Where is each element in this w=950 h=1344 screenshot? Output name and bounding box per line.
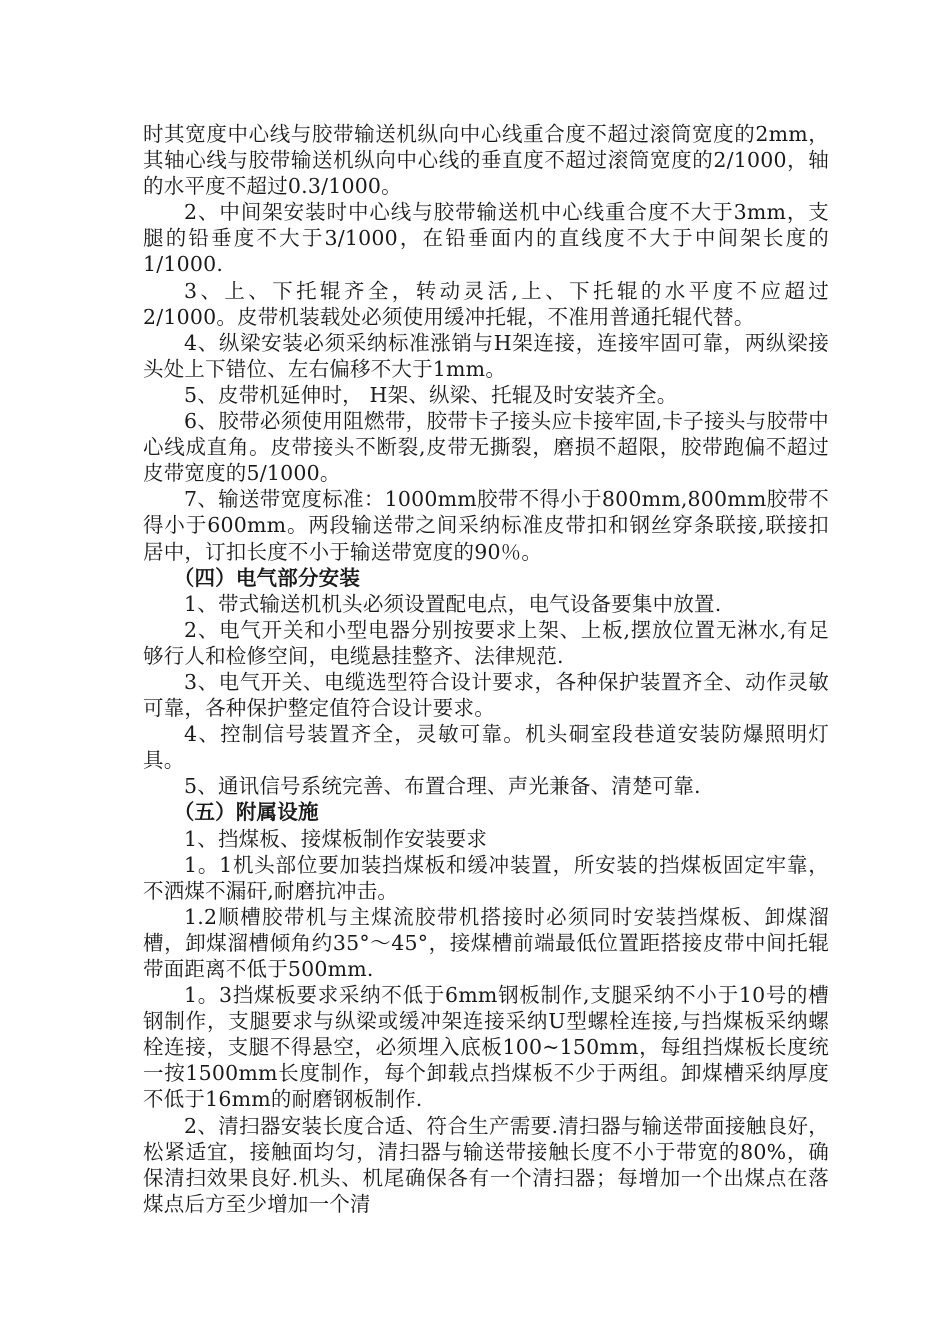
paragraph-auxiliary-1-3: 1。3挡煤板要求采纳不低于6mm钢板制作,支腿采纳不小于10号的槽钢制作，支腿要求与纵梁或缓冲架连接采纳U型螺栓连接,与挡煤板采纳螺栓连接，支腿不得悬空，必须埋入底板100~150mm，每组挡煤板长度统一按1500mm长度制作，每个卸载点挡煤板不少于两组。卸煤槽采纳厚度不低于16mm的耐磨钢板制作. bbox=[143, 983, 829, 1112]
section-heading-electrical: （四）电气部分安装 bbox=[173, 565, 361, 590]
paragraph-middle-frame: 2、中间架安装时中心线与胶带输送机中心线重合度不大于3mm，支腿的铅垂度不大于3/1000，在铅垂面内的直线度不大于中间架长度的1/1000. bbox=[143, 200, 829, 277]
paragraph-auxiliary-1: 1、挡煤板、接煤板制作安装要求 bbox=[184, 826, 488, 851]
paragraph-electrical-5: 5、通讯信号系统完善、布置合理、声光兼备、清楚可靠. bbox=[184, 774, 701, 799]
document-body bbox=[143, 121, 829, 1217]
paragraph-auxiliary-1-2: 1.2顺槽胶带机与主煤流胶带机搭接时必须同时安装挡煤板、卸煤溜槽，卸煤溜槽倾角约35°～45°，接煤槽前端最低位置距搭接皮带中间托辊带面距离不低于500mm. bbox=[143, 904, 829, 981]
paragraph-extension: 5、皮带机延伸时， H架、纵梁、托辊及时安装齐全。 bbox=[184, 382, 678, 407]
paragraph-auxiliary-1-1: 1。1机头部位要加装挡煤板和缓冲装置，所安装的挡煤板固定牢靠，不洒煤不漏矸,耐磨抗冲击。 bbox=[143, 852, 829, 903]
paragraph-belt-width: 7、输送带宽度标准：1000mm胶带不得小于800mm,800mm胶带不得小于600mm。两段输送带之间采纳标准皮带扣和钢丝穿条联接,联接扣居中，订扣长度不小于输送带宽度的90％。 bbox=[143, 487, 829, 564]
paragraph-longitudinal-beam: 4、纵梁安装必须采纳标准涨销与H架连接，连接牢固可靠，两纵梁接头处上下错位、左右偏移不大于1mm。 bbox=[143, 330, 829, 381]
paragraph-electrical-2: 2、电气开关和小型电器分别按要求上架、上板,摆放位置无淋水,有足够行人和检修空间，电缆悬挂整齐、法律规范. bbox=[143, 617, 829, 668]
paragraph-electrical-1: 1、带式输送机机头必须设置配电点，电气设备要集中放置. bbox=[184, 591, 722, 616]
paragraph-electrical-3: 3、电气开关、电缆选型符合设计要求，各种保护装置齐全、动作灵敏可靠，各种保护整定值符合设计要求。 bbox=[143, 669, 829, 721]
paragraph-pulley-alignment: 时其宽度中心线与胶带输送机纵向中心线重合度不超过滚筒宽度的2mm，其轴心线与胶带输送机纵向中心线的垂直度不超过滚筒宽度的2/1000，轴的水平度不超过0.3/1000。 bbox=[143, 122, 829, 199]
paragraph-idlers: 3、上、下托辊齐全，转动灵活,上、下托辊的水平度不应超过2/1000。皮带机装载处必须使用缓冲托辊，不准用普通托辊代替。 bbox=[143, 278, 829, 329]
section-heading-auxiliary: （五）附属设施 bbox=[173, 800, 319, 825]
paragraph-electrical-4: 4、控制信号装置齐全，灵敏可靠。机头硐室段巷道安装防爆照明灯具。 bbox=[143, 722, 829, 773]
paragraph-belt-joint: 6、胶带必须使用阻燃带，胶带卡子接头应卡接牢固,卡子接头与胶带中心线成直角。皮带接头不断裂,皮带无撕裂，磨损不超限，胶带跑偏不超过皮带宽度的5/1000。 bbox=[143, 409, 829, 486]
paragraph-auxiliary-2: 2、清扫器安装长度合适、符合生产需要.清扫器与输送带面接触良好，松紧适宜，接触面均匀，清扫器与输送带接触长度不小于带宽的80%，确保清扫效果良好.机头、机尾确保各有一个清扫器；每增加一个出煤点在落煤点后方至少增加一个清 bbox=[143, 1113, 829, 1216]
